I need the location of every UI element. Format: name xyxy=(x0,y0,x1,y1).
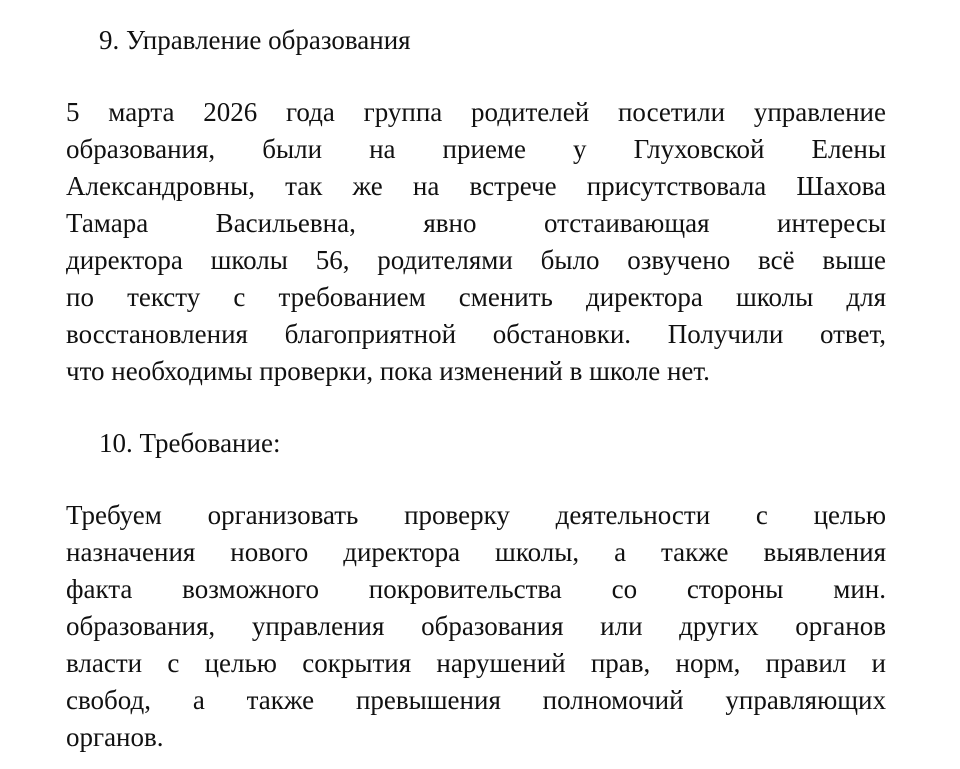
paragraph-line: директора школы 56, родителями было озвучено всё выше xyxy=(66,245,886,275)
paragraph-line: власти с целью сокрытия нарушений прав, норм, правил и xyxy=(66,648,886,678)
paragraph-line: свобод, а также превышения полномочий управляющих xyxy=(66,685,886,715)
paragraph-line: органов. xyxy=(66,722,164,752)
section-9-heading: 9. Управление образования xyxy=(99,25,411,55)
paragraph-line: 5 марта 2026 года группа родителей посетили управление xyxy=(66,97,886,127)
paragraph-line: образования, управления образования или других органов xyxy=(66,611,886,641)
paragraph-line: Требуем организовать проверку деятельности с целью xyxy=(66,500,886,530)
paragraph-line: Александровны, так же на встрече присутствовала Шахова xyxy=(66,171,886,201)
section-10-heading: 10. Требование: xyxy=(99,428,281,458)
document-page xyxy=(66,0,886,756)
paragraph-line: восстановления благоприятной обстановки. Получили ответ, xyxy=(66,319,886,349)
section-10-paragraph xyxy=(66,497,886,756)
paragraph-line: факта возможного покровительства со стороны мин. xyxy=(66,574,886,604)
paragraph-line: по тексту с требованием сменить директора школы для xyxy=(66,282,886,312)
paragraph-line: назначения нового директора школы, а также выявления xyxy=(66,537,886,567)
paragraph-line: Тамара Васильевна, явно отстаивающая интересы xyxy=(66,208,886,238)
paragraph-line: что необходимы проверки, пока изменений в школе нет. xyxy=(66,356,710,386)
section-9-paragraph xyxy=(66,94,886,390)
paragraph-line: образования, были на приеме у Глуховской Елены xyxy=(66,134,886,164)
